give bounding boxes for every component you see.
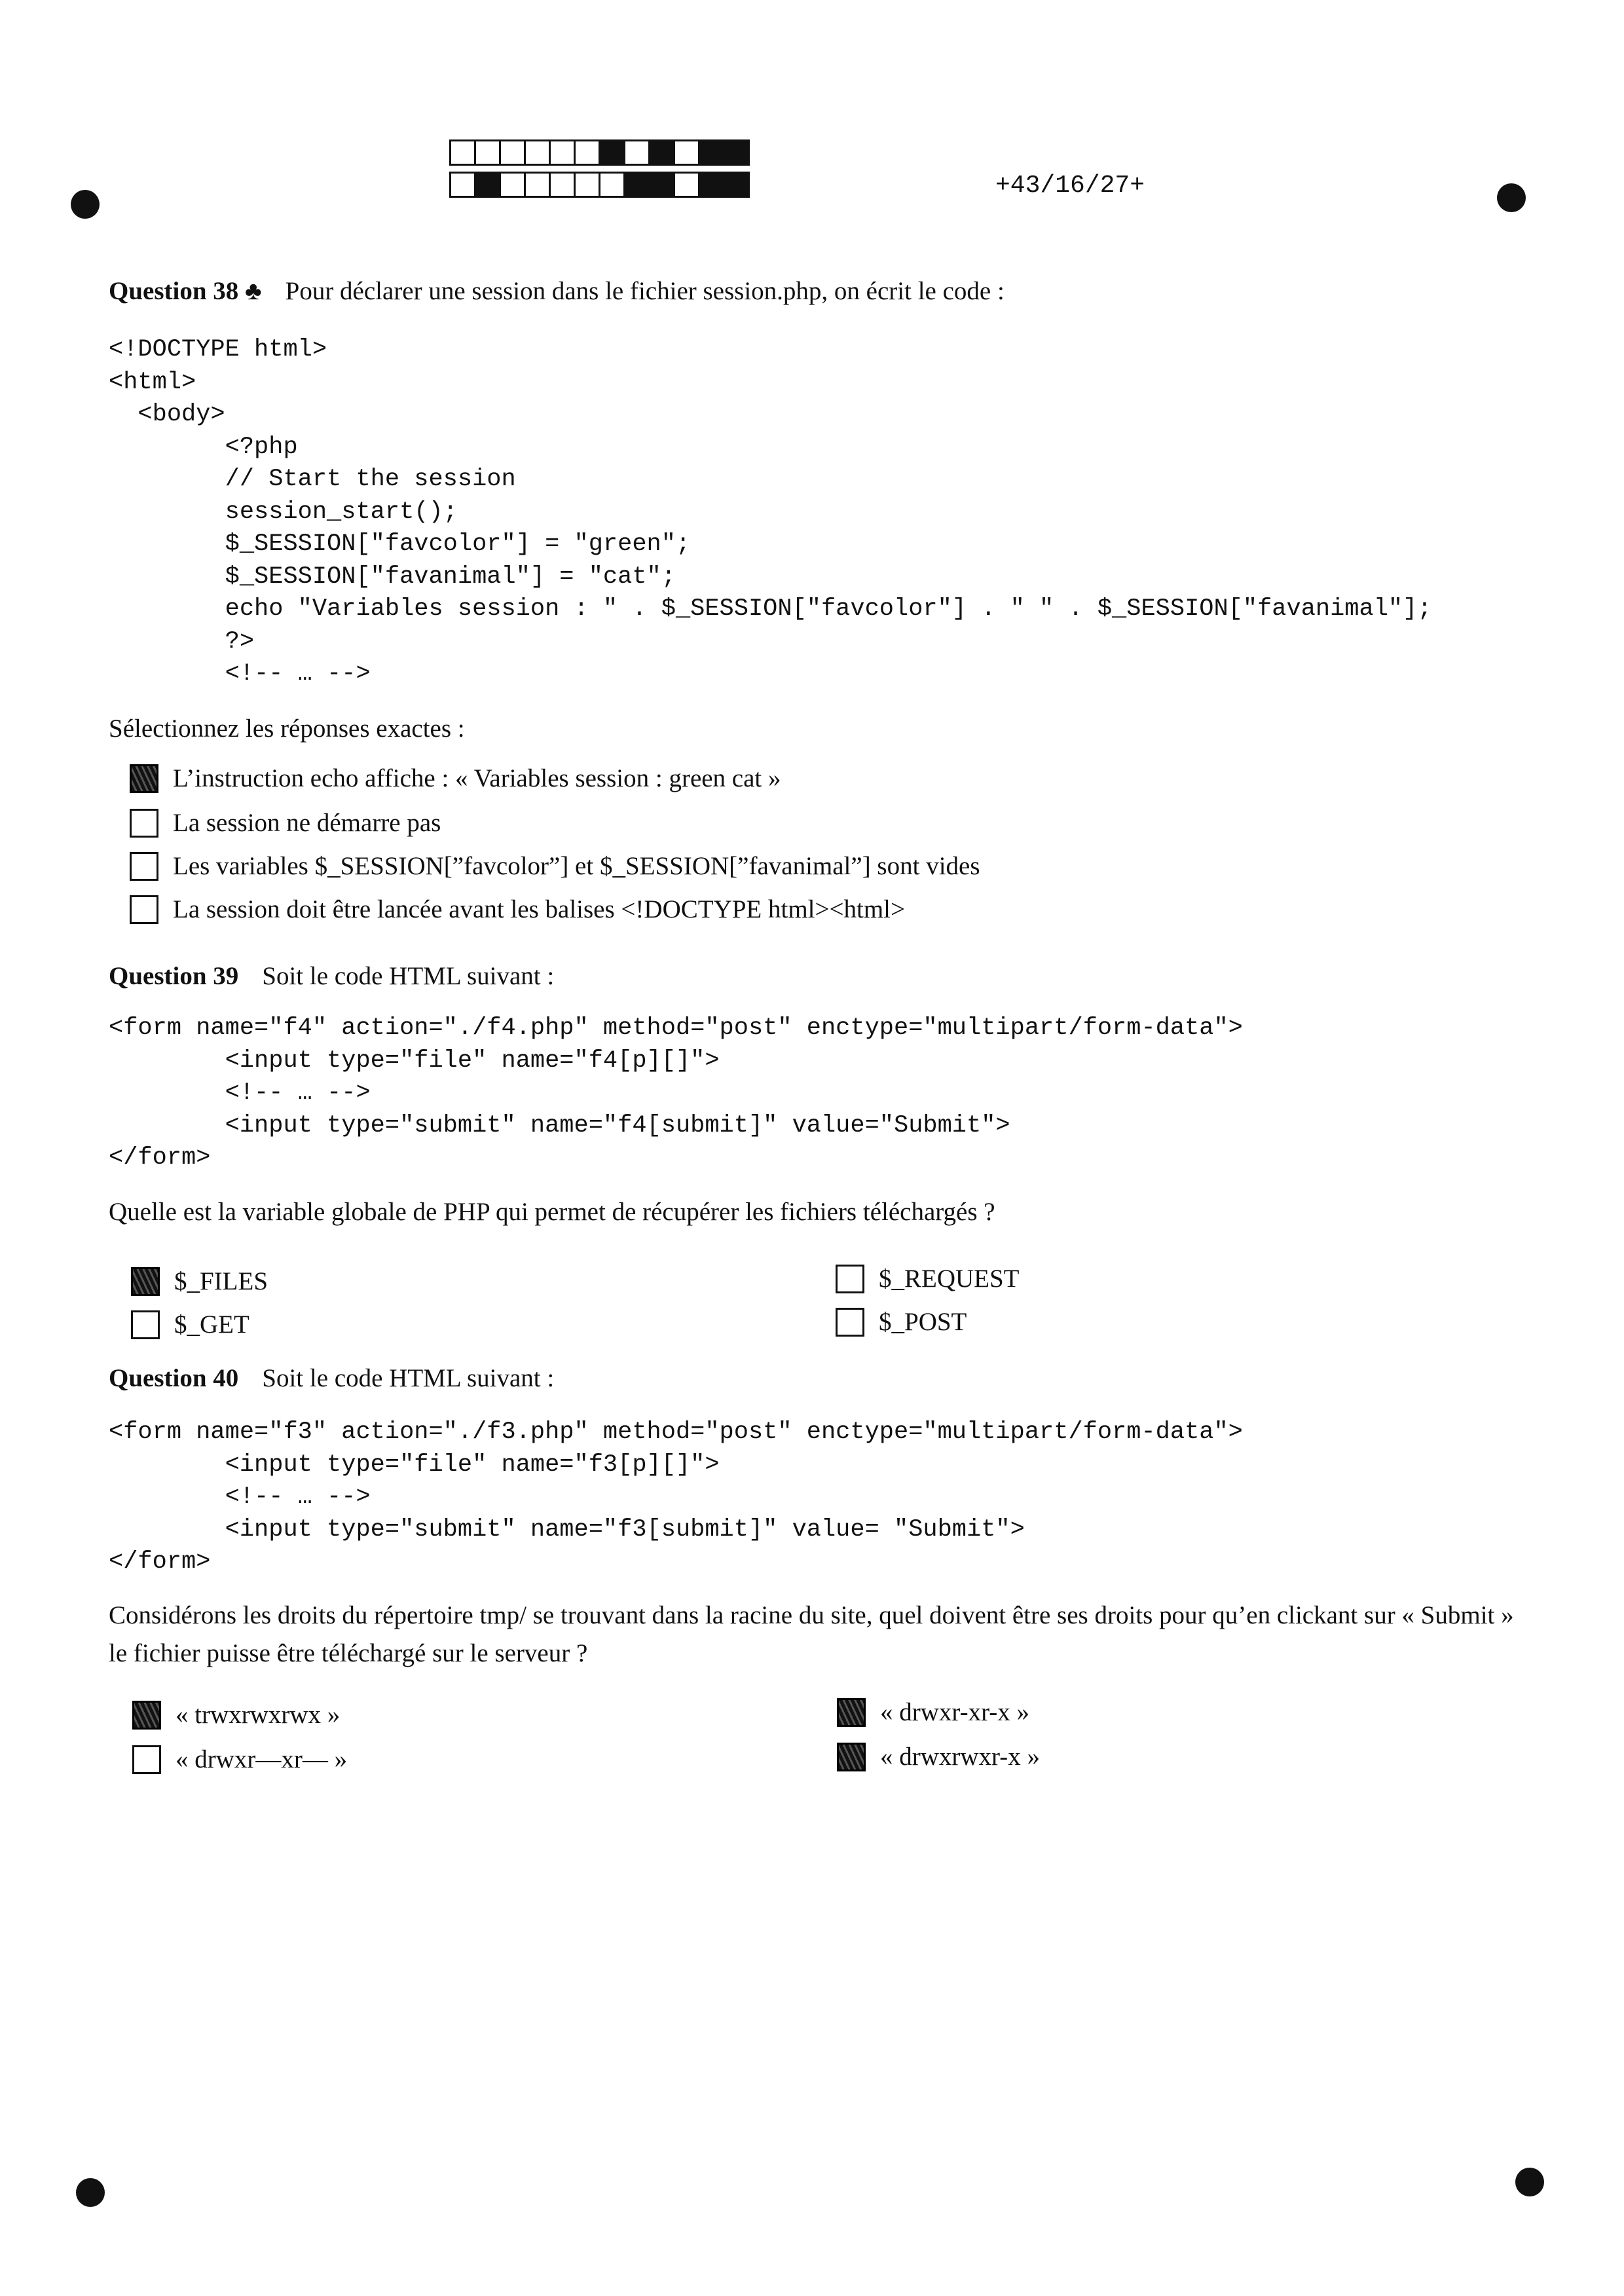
barcode-cell — [599, 139, 625, 166]
answer-checkbox[interactable] — [130, 852, 158, 881]
answer-option[interactable] — [132, 1745, 347, 1774]
barcode-cell — [673, 139, 700, 166]
question-text: Pour déclarer une session dans le fichier session.php, on écrit le code : — [285, 277, 1005, 305]
answer-checkbox[interactable] — [837, 1698, 866, 1727]
barcode-row-bottom — [449, 172, 748, 198]
barcode-row-top — [449, 139, 748, 166]
answer-label: $_POST — [879, 1308, 967, 1336]
answer-option[interactable] — [836, 1264, 1020, 1293]
answer-option[interactable] — [837, 1742, 1040, 1771]
question-text: Soit le code HTML suivant : — [262, 1364, 555, 1392]
answer-option[interactable] — [130, 851, 980, 881]
answer-label: L’instruction echo affiche : « Variables session : green cat » — [173, 764, 781, 792]
answer-option[interactable] — [132, 1700, 340, 1730]
answer-checkbox[interactable] — [130, 809, 158, 838]
barcode-cell — [499, 172, 526, 198]
answer-option[interactable] — [131, 1267, 268, 1296]
question-number: Question 40 — [109, 1364, 239, 1392]
question-38-prompt: Sélectionnez les réponses exactes : — [109, 714, 465, 743]
question-38-title — [109, 276, 1005, 306]
registration-mark-bottom-right — [1515, 2168, 1544, 2196]
barcode-cell — [574, 172, 600, 198]
question-number: Question 38 ♣ — [109, 277, 262, 305]
barcode-cell — [549, 139, 576, 166]
answer-option[interactable] — [130, 895, 905, 924]
question-40-title — [109, 1363, 554, 1393]
answer-label: La session ne démarre pas — [173, 809, 441, 837]
answer-checkbox[interactable] — [131, 1310, 160, 1339]
barcode-cell — [599, 172, 625, 198]
answer-label: La session doit être lancée avant les balises <!DOCTYPE html><html> — [173, 895, 905, 923]
question-39-prompt: Quelle est la variable globale de PHP qui permet de récupérer les fichiers téléchargés ? — [109, 1198, 995, 1226]
question-number: Question 39 — [109, 962, 239, 990]
answer-label: $_GET — [174, 1310, 249, 1339]
barcode-cell — [623, 172, 650, 198]
answer-option[interactable] — [836, 1307, 967, 1337]
barcode-cell — [449, 139, 476, 166]
answer-option[interactable] — [131, 1310, 249, 1339]
barcode-cell — [648, 139, 675, 166]
question-38-code: <!DOCTYPE html> <html> <body> <?php // Start the session session_start(); $_SESSION["favcolor"] = "green"; $_SESSION["favanimal"] = "cat"; echo "Variables session : " . $_SESSION["favcolor"] . " " . $_SESSION["favanimal"]; ?> <!-- … --> — [109, 336, 1432, 688]
barcode-cell — [574, 139, 600, 166]
answer-label: « drwxr-xr-x » — [880, 1698, 1030, 1726]
answer-option[interactable] — [130, 808, 441, 838]
barcode-cell — [474, 172, 501, 198]
answer-label: « trwxrwxrwx » — [175, 1701, 341, 1729]
answer-checkbox[interactable] — [131, 1267, 160, 1296]
barcode-cell — [499, 139, 526, 166]
answer-checkbox[interactable] — [836, 1308, 864, 1337]
barcode-cell — [474, 139, 501, 166]
answer-label: « drwxrwxr-x » — [880, 1743, 1040, 1771]
answer-checkbox[interactable] — [132, 1745, 161, 1774]
question-39-code: <form name="f4" action="./f4.php" method="post" enctype="multipart/form-data"> <input type="file" name="f4[p][]"> <!-- … --> <input type="submit" name="f4[submit]" value="Submit"> </form> — [109, 1014, 1243, 1172]
barcode-cell — [623, 139, 650, 166]
answer-option[interactable] — [130, 764, 781, 793]
barcode-cell — [698, 139, 725, 166]
answer-checkbox[interactable] — [837, 1743, 866, 1771]
barcode-cell — [648, 172, 675, 198]
barcode-cell — [723, 139, 750, 166]
answer-label: $_FILES — [174, 1267, 268, 1295]
barcode-cell — [449, 172, 476, 198]
answer-checkbox[interactable] — [132, 1701, 161, 1730]
page-id: +43/16/27+ — [995, 172, 1145, 200]
question-text: Soit le code HTML suivant : — [262, 962, 555, 990]
registration-mark-bottom-left — [76, 2178, 105, 2207]
registration-mark-top-right — [1497, 183, 1526, 212]
registration-mark-top-left — [71, 190, 100, 219]
barcode-cell — [723, 172, 750, 198]
answer-checkbox[interactable] — [130, 764, 158, 793]
question-40-code: <form name="f3" action="./f3.php" method="post" enctype="multipart/form-data"> <input type="file" name="f3[p][]"> <!-- … --> <input type="submit" name="f3[submit]" value= "Submit"> </form> — [109, 1418, 1243, 1576]
answer-label: $_REQUEST — [879, 1265, 1020, 1293]
answer-label: « drwxr—xr— » — [175, 1745, 348, 1773]
barcode-cell — [524, 172, 551, 198]
barcode-cell — [524, 139, 551, 166]
answer-label: Les variables $_SESSION[”favcolor”] et $_SESSION[”favanimal”] sont vides — [173, 852, 980, 880]
answer-option[interactable] — [837, 1697, 1029, 1727]
question-40-prompt: Considérons les droits du répertoire tmp/ se trouvant dans la racine du site, quel doivent être ses droits pour qu’en clickant sur « Submit » le fichier puisse être téléchargé sur le serveur ? — [109, 1601, 1514, 1667]
barcode-cell — [698, 172, 725, 198]
barcode-cell — [673, 172, 700, 198]
question-39-title — [109, 961, 554, 991]
answer-checkbox[interactable] — [836, 1265, 864, 1293]
answer-checkbox[interactable] — [130, 895, 158, 924]
barcode-cell — [549, 172, 576, 198]
